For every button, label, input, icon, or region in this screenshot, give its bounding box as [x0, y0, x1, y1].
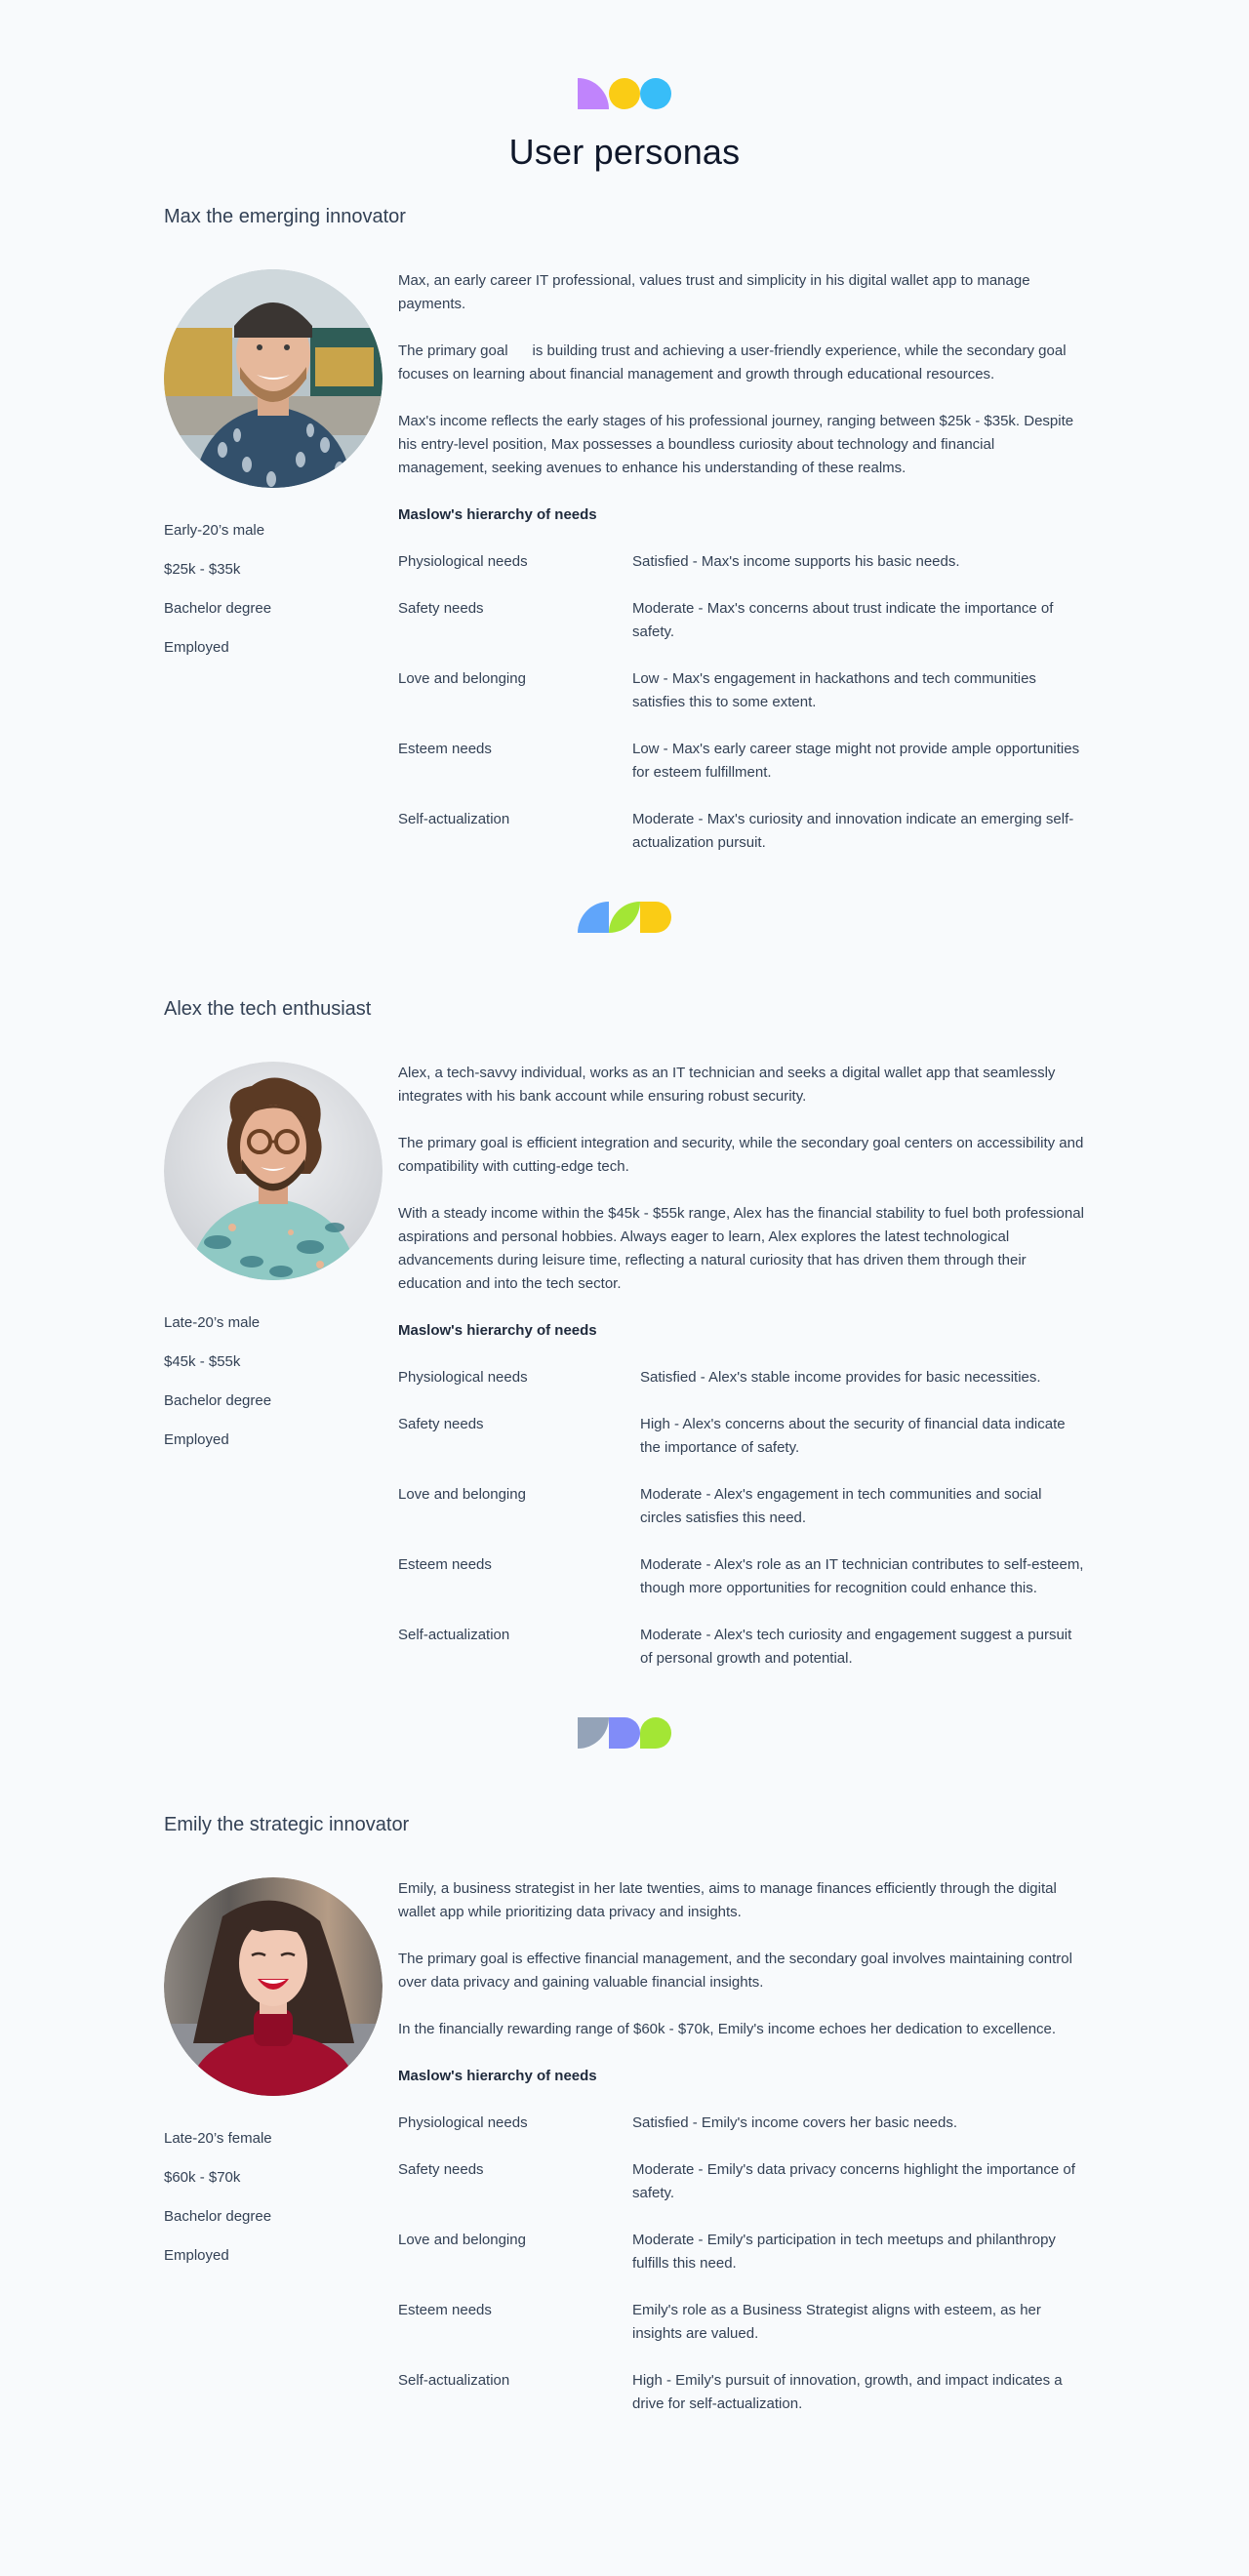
need-value: Satisfied - Max's income supports his basic needs.	[632, 553, 960, 570]
table-row	[398, 1413, 1085, 1483]
circle-icon	[609, 78, 640, 109]
persona-income-description: Max's income reflects the early stages of his professional journey, ranging between $25k - $35k. Despite his entry-level position, Max possesses a boundless curiosity about technology and financial management, seeking avenues to enhance his understanding of these realms.	[398, 413, 1074, 476]
persona-alex	[164, 995, 1085, 1670]
table-row	[398, 597, 1085, 667]
persona-goals: The primary goal is building trust and achieving a user-friendly experience, while the secondary goal focuses on learning about financial management and growth through educational resources.	[398, 342, 1070, 382]
persona-title: Alex the tech enthusiast	[164, 998, 372, 1020]
fact-education: Bachelor degree	[164, 600, 272, 617]
need-value: Emily's role as a Business Strategist aligns with esteem, as her insights are valued.	[632, 2302, 1041, 2342]
fact-education: Bachelor degree	[164, 1392, 272, 1409]
need-label: Self-actualization	[398, 811, 510, 827]
section-divider-logo	[0, 902, 1249, 933]
need-label: Love and belonging	[398, 670, 526, 687]
maslow-needs-table	[398, 2112, 1085, 2416]
table-row	[398, 2299, 1085, 2369]
persona-income-description: With a steady income within the $45k - $55k range, Alex has the financial stability to fuel both professional aspirations and personal hobbies. Always eager to learn, Alex explores the latest technological advancements during leisure time, reflecting a natural curiosity that has driven them through their education and into the tech sector.	[398, 1205, 1084, 1292]
quarter-circle-icon	[578, 902, 609, 933]
need-label: Esteem needs	[398, 741, 492, 757]
need-value: Moderate - Max's curiosity and innovation indicate an emerging self-actualization pursuit.	[632, 811, 1074, 851]
page-title: User personas	[508, 132, 741, 172]
fact-employment: Employed	[164, 2247, 229, 2264]
avatar-photo	[164, 269, 383, 488]
table-row	[398, 738, 1085, 808]
table-row	[398, 2229, 1085, 2299]
need-label: Safety needs	[398, 600, 484, 617]
need-value: Satisfied - Emily's income covers her basic needs.	[632, 2114, 957, 2131]
need-label: Love and belonging	[398, 1486, 526, 1503]
need-label: Esteem needs	[398, 1556, 492, 1573]
persona-goals: The primary goal is effective financial management, and the secondary goal involves maintaining control over data privacy and gaining valuable financial insights.	[398, 1951, 1072, 1991]
persona-summary: Alex, a tech-savvy individual, works as an IT technician and seeks a digital wallet app that seamlessly integrates with his bank account while ensuring robust security.	[398, 1065, 1056, 1105]
fact-age-gender: Late-20’s male	[164, 1314, 261, 1331]
fact-education: Bachelor degree	[164, 2208, 272, 2225]
need-value: Moderate - Emily's data privacy concerns highlight the importance of safety.	[632, 2161, 1075, 2201]
table-row	[398, 1366, 1085, 1413]
persona-title: Emily the strategic innovator	[164, 1814, 410, 1835]
maslow-title: Maslow's hierarchy of needs	[398, 506, 597, 523]
persona-facts	[164, 2127, 383, 2268]
fact-employment: Employed	[164, 1431, 229, 1448]
need-value: Moderate - Alex's engagement in tech communities and social circles satisfies this need.	[640, 1486, 1042, 1526]
d-shape-icon	[609, 1717, 640, 1749]
persona-summary: Max, an early career IT professional, values trust and simplicity in his digital wallet app to manage payments.	[398, 272, 1030, 312]
persona-summary: Emily, a business strategist in her late twenties, aims to manage finances efficiently through the digital wallet app while prioritizing data privacy and insights.	[398, 1880, 1057, 1920]
circle-icon	[640, 78, 671, 109]
brand-logo	[0, 78, 1249, 109]
quarter-circle-icon	[578, 78, 609, 109]
persona-goals: The primary goal is efficient integration and security, while the secondary goal centers on accessibility and compatibility with cutting-edge tech.	[398, 1135, 1084, 1175]
leaf-icon	[609, 902, 640, 933]
table-row	[398, 2158, 1085, 2229]
fact-age-gender: Early-20’s male	[164, 522, 265, 539]
persona-facts	[164, 1311, 383, 1452]
need-label: Safety needs	[398, 2161, 484, 2178]
need-value: Moderate - Alex's role as an IT technician contributes to self-esteem, though more opportunities for recognition could enhance this.	[640, 1556, 1084, 1596]
table-row	[398, 2369, 1085, 2416]
need-value: Moderate - Alex's tech curiosity and engagement suggest a pursuit of personal growth and potential.	[640, 1627, 1072, 1667]
fact-employment: Employed	[164, 639, 229, 656]
need-label: Love and belonging	[398, 2232, 526, 2248]
need-label: Physiological needs	[398, 1369, 528, 1386]
need-value: Satisfied - Alex's stable income provides for basic necessities.	[640, 1369, 1041, 1386]
need-value: Low - Max's early career stage might not provide ample opportunities for esteem fulfillment.	[632, 741, 1080, 781]
fact-income: $60k - $70k	[164, 2169, 241, 2186]
fact-income: $45k - $55k	[164, 1353, 241, 1370]
persona-emily	[164, 1811, 1085, 2416]
need-value: High - Alex's concerns about the security of financial data indicate the importance of safety.	[640, 1416, 1066, 1456]
table-row	[398, 1553, 1085, 1624]
persona-title: Max the emerging innovator	[164, 206, 406, 227]
persona-facts	[164, 519, 383, 660]
table-row	[398, 550, 1085, 597]
table-row	[398, 2112, 1085, 2158]
fact-income: $25k - $35k	[164, 561, 241, 578]
avatar-photo	[164, 1877, 383, 2096]
table-row	[398, 667, 1085, 738]
need-label: Physiological needs	[398, 2114, 528, 2131]
need-value: Moderate - Emily's participation in tech meetups and philanthropy fulfills this need.	[632, 2232, 1056, 2272]
maslow-title: Maslow's hierarchy of needs	[398, 2068, 597, 2084]
rounded-drop-icon	[640, 1717, 671, 1749]
quarter-circle-icon	[578, 1717, 609, 1749]
rounded-drop-icon	[640, 902, 671, 933]
need-value: Moderate - Max's concerns about trust indicate the importance of safety.	[632, 600, 1054, 640]
need-label: Physiological needs	[398, 553, 528, 570]
table-row	[398, 808, 1085, 855]
fact-age-gender: Late-20’s female	[164, 2130, 272, 2147]
need-value: High - Emily's pursuit of innovation, growth, and impact indicates a drive for self-actualization.	[632, 2372, 1063, 2412]
table-row	[398, 1624, 1085, 1670]
persona-max	[164, 203, 1085, 855]
section-divider-logo	[0, 1717, 1249, 1749]
maslow-title: Maslow's hierarchy of needs	[398, 1322, 597, 1339]
need-label: Safety needs	[398, 1416, 484, 1432]
need-value: Low - Max's engagement in hackathons and tech communities satisfies this to some extent.	[632, 670, 1036, 710]
persona-income-description: In the financially rewarding range of $60k - $70k, Emily's income echoes her dedication to excellence.	[398, 2021, 1057, 2037]
need-label: Self-actualization	[398, 2372, 510, 2389]
table-row	[398, 1483, 1085, 1553]
need-label: Esteem needs	[398, 2302, 492, 2318]
maslow-needs-table	[398, 550, 1085, 855]
maslow-needs-table	[398, 1366, 1085, 1670]
need-label: Self-actualization	[398, 1627, 510, 1643]
avatar-photo	[164, 1062, 383, 1280]
